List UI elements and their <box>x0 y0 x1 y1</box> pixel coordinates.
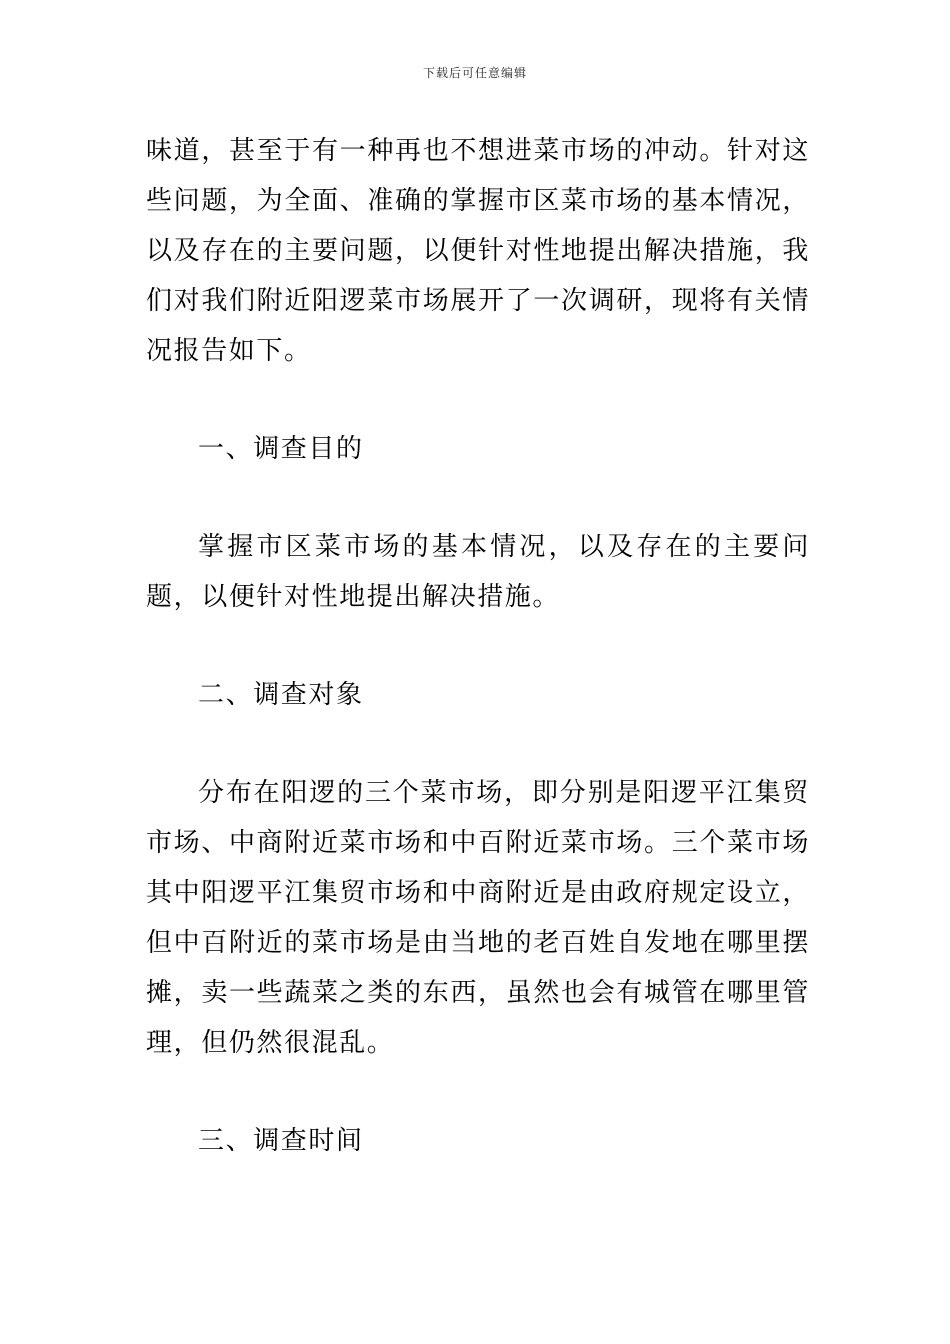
paragraph-purpose: 掌握市区菜市场的基本情况，以及存在的主要问题，以便针对性地提出解决措施。 <box>146 532 810 612</box>
document-body <box>146 126 810 1166</box>
section-heading-subject: 二、调查对象 <box>198 680 364 710</box>
page-header: 下载后可任意编辑 <box>422 66 527 80</box>
section-heading-time: 三、调查时间 <box>198 1126 364 1156</box>
paragraph-gap <box>146 474 810 522</box>
paragraph-gap <box>146 1068 810 1116</box>
paragraph-gap <box>146 622 810 670</box>
section-heading-purpose: 一、调查目的 <box>198 434 364 464</box>
paragraph-gap <box>146 376 810 424</box>
paragraph-subject: 分布在阳逻的三个菜市场，即分别是阳逻平江集贸市场、中商附近菜市场和中百附近菜市场。三个菜市场其中阳逻平江集贸市场和中商附近是由政府规定设立，但中百附近的菜市场是由当地的老百姓自发地在哪里摆摊，卖一些蔬菜之类的东西，虽然也会有城管在哪里管理，但仍然很混乱。 <box>146 778 810 1058</box>
paragraph-gap <box>146 720 810 768</box>
paragraph-intro-continued: 味道，甚至于有一种再也不想进菜市场的冲动。针对这些问题，为全面、准确的掌握市区菜市场的基本情况，以及存在的主要问题，以便针对性地提出解决措施，我们对我们附近阳逻菜市场展开了一次调研，现将有关情况报告如下。 <box>146 136 810 366</box>
